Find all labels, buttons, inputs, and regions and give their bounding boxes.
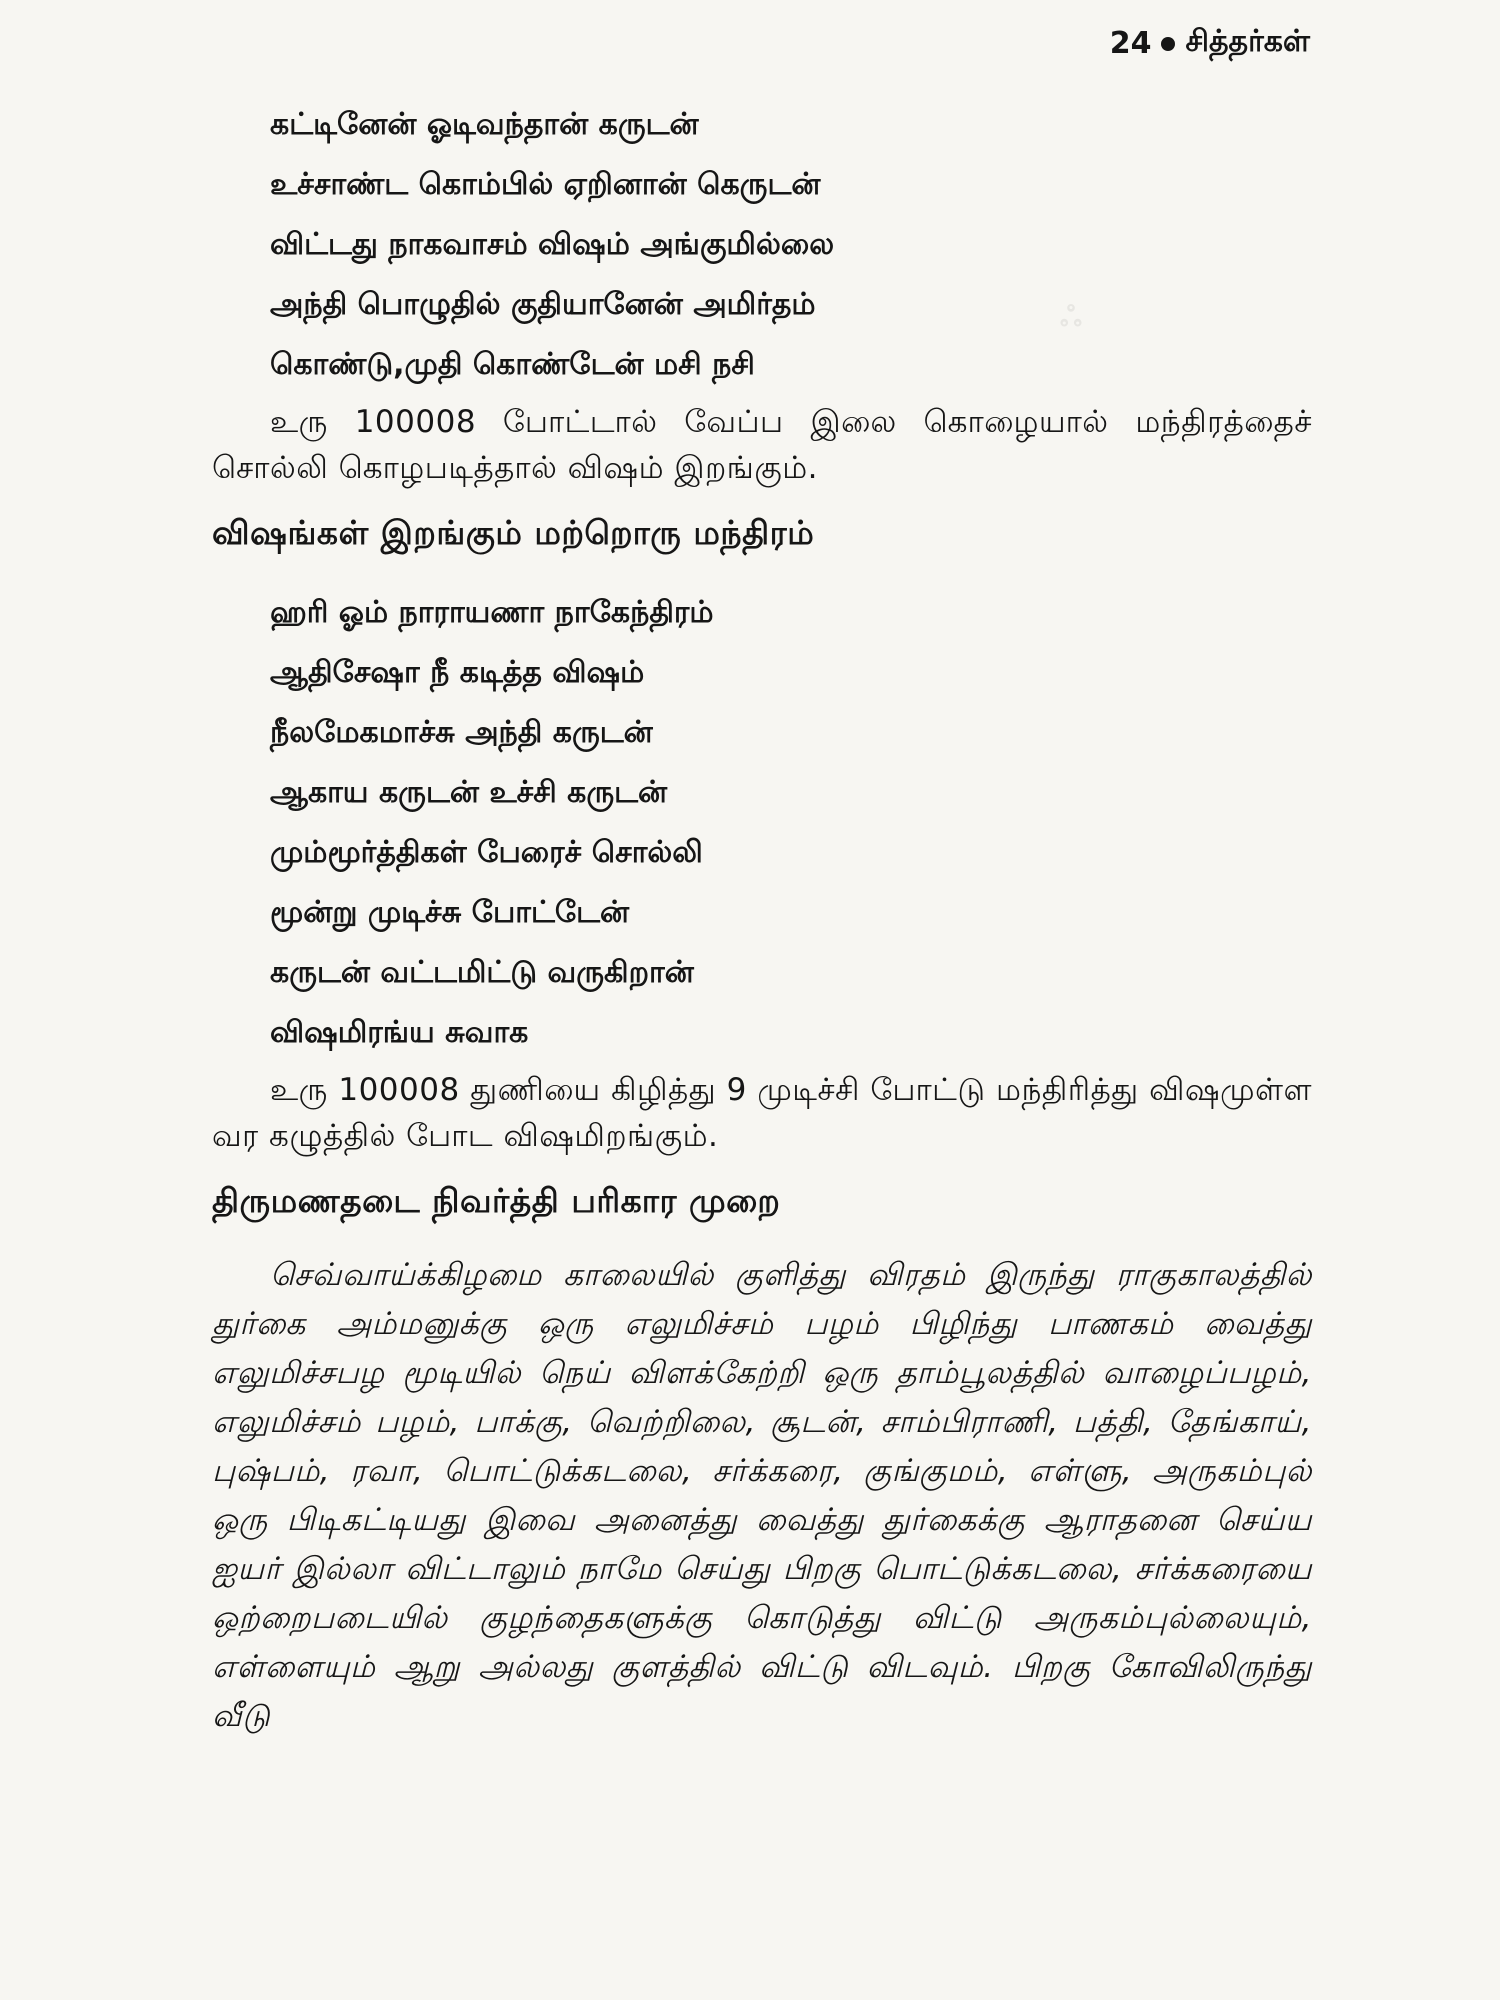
verse-line: நீலமேகமாச்சு அந்தி கருடன்	[270, 715, 653, 750]
verse-line: கட்டினேன் ஓடிவந்தான் கருடன்	[270, 107, 699, 142]
verse-line: மும்மூர்த்திகள் பேரைச் சொல்லி	[270, 835, 703, 870]
mantra-verse-1	[270, 95, 1312, 395]
instruction-paragraph-1: உரு 100008 போட்டால் வேப்ப இலை கொழையால் மந்திரத்தைச் சொல்லி கொழபடித்தால் விஷம் இறங்கும்.	[212, 404, 1312, 486]
verse-line: மூன்று முடிச்சு போட்டேன்	[270, 895, 630, 930]
verse-line: ஹரி ஓம் நாராயணா நாகேந்திரம்	[270, 595, 714, 630]
verse-line: கொண்டு,முதி கொண்டேன் மசி நசி	[270, 347, 755, 382]
book-title: சித்தர்கள்	[1185, 24, 1310, 59]
verse-line: விட்டது நாகவாசம் விஷம் அங்குமில்லை	[270, 227, 835, 262]
section-heading-poison-mantra: விஷங்கள் இறங்கும் மற்றொரு மந்திரம்	[212, 513, 815, 552]
bleed-through-text: ஃ	[1060, 300, 1082, 333]
page-number: 24	[1109, 26, 1152, 61]
mantra-verse-2	[270, 583, 1312, 1063]
verse-line: ஆகாய கருடன் உச்சி கருடன்	[270, 775, 668, 810]
page-content	[212, 95, 1312, 1751]
section-heading-marriage-remedy: திருமணதடை நிவர்த்தி பரிகார முறை	[212, 1181, 781, 1220]
verse-line: அந்தி பொழுதில் குதியானேன் அமிர்தம்	[270, 287, 816, 322]
page-header	[1110, 24, 1310, 63]
remedy-paragraph: செவ்வாய்க்கிழமை காலையில் குளித்து விரதம் இருந்து ராகுகாலத்தில் துர்கை அம்மனுக்கு ஒரு எலுமிச்சம் பழம் பிழிந்து பாணகம் வைத்து எலுமிச்சபழ மூடியில் நெய் விளக்கேற்றி ஒரு தாம்பூலத்தில் வாழைப்பழம், எலுமிச்சம் பழம், பாக்கு, வெற்றிலை, சூடன், சாம்பிராணி, பத்தி, தேங்காய், புஷ்பம், ரவா, பொட்டுக்கடலை, சர்க்கரை, குங்குமம், எள்ளு, அருகம்புல் ஒரு பிடிகட்டியது இவை அனைத்து வைத்து துர்கைக்கு ஆராதனை செய்ய ஐயர் இல்லா விட்டாலும் நாமே செய்து பிறகு பொட்டுக்கடலை, சர்க்கரையை ஒற்றைபடையில் குழந்தைகளுக்கு கொடுத்து விட்டு அருகம்புல்லையும், எள்ளையும் ஆறு அல்லது குளத்தில் விட்டு விடவும். பிறகு கோவிலிருந்து வீடு	[212, 1257, 1312, 1734]
verse-line: உச்சாண்ட கொம்பில் ஏறினான் கெருடன்	[270, 167, 821, 202]
verse-line: கருடன் வட்டமிட்டு வருகிறான்	[270, 955, 694, 990]
verse-line: ஆதிசேஷா நீ கடித்த விஷம்	[270, 655, 645, 690]
instruction-paragraph-2: உரு 100008 துணியை கிழித்து 9 முடிச்சி போட்டு மந்திரித்து விஷமுள்ள வர கழுத்தில் போட விஷமிறங்கும்.	[212, 1072, 1312, 1154]
verse-line: விஷமிரங்ய சுவாக	[270, 1015, 529, 1050]
bullet-dot-icon	[1161, 37, 1175, 51]
